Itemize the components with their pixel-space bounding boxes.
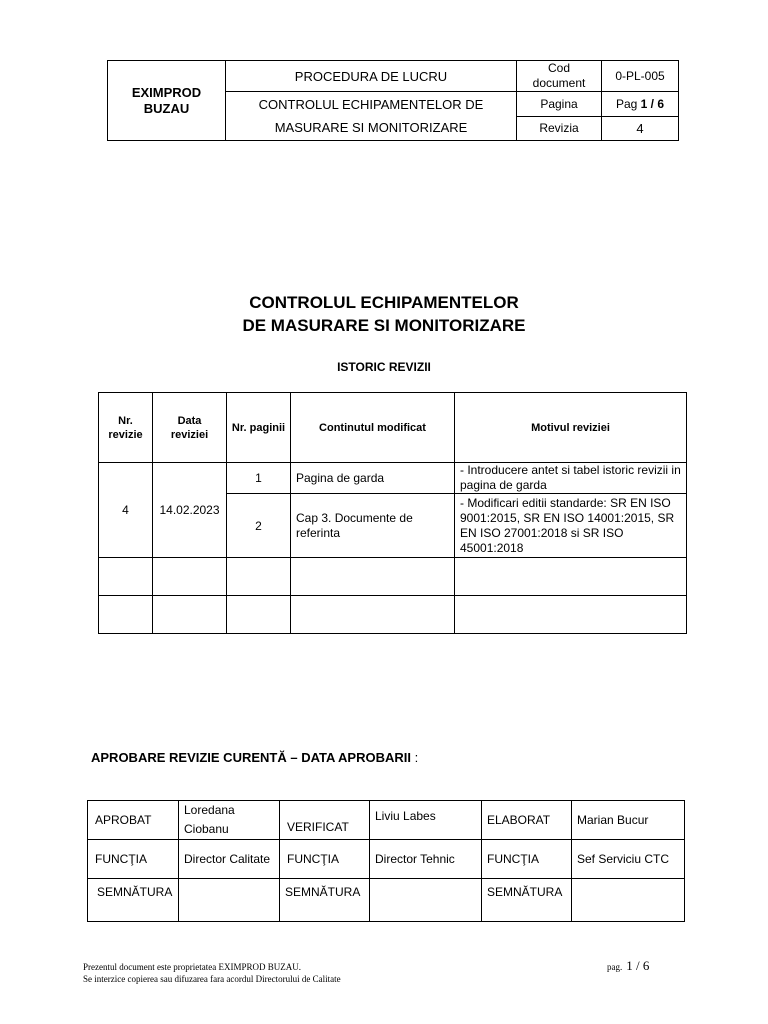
revizia-label: Revizia [517, 117, 602, 141]
header-continutul: Continutul modificat [291, 393, 455, 463]
footer-note [83, 961, 341, 985]
row-page: 2 [227, 494, 291, 558]
approval-row-signature [88, 879, 685, 922]
functia-value-1: Director Calitate [179, 840, 280, 879]
aprobat-name: Loredana Ciobanu [179, 801, 280, 840]
row-reason: - Modificari editii standarde: SR EN ISO 9001:2015, SR EN ISO 14001:2015, SR EN ISO 27001:2018 si SR ISO 45001:2018 [455, 494, 687, 558]
cod-label-line-2: document [532, 76, 586, 90]
footer-line-1: Prezentul document este proprietatea EXIMPROD BUZAU. [83, 962, 301, 972]
header-data-reviziei [153, 393, 227, 463]
procedure-title-line-2: MASURARE SI MONITORIZARE [274, 120, 468, 135]
functia-value-2: Director Tehnic [370, 840, 482, 879]
row-content: Cap 3. Documente de referinta [291, 494, 455, 558]
pagina-label: Pagina [517, 92, 602, 117]
aprobat-label: APROBAT [88, 801, 179, 840]
elaborat-name: Marian Bucur [572, 801, 685, 840]
approval-heading-colon: : [410, 750, 419, 765]
verificat-name: Liviu Labes [370, 801, 482, 840]
footer-line-2: Se interzice copierea sau difuzarea fara acordul Directorului de Calitate [83, 974, 341, 984]
procedure-type: PROCEDURA DE LUCRU [226, 61, 517, 92]
cod-document-value: 0-PL-005 [602, 61, 679, 92]
pagina-prefix: Pag [615, 96, 641, 111]
header-data-line-2: reviziei [170, 428, 209, 441]
row-reason: - Introducere antet si tabel istoric revizii in pagina de garda [455, 463, 687, 494]
pagina-value [602, 92, 679, 117]
functia-label-2: FUNCŢIA [280, 840, 370, 879]
approval-heading-text: APROBARE REVIZIE CURENTĂ – DATA APROBARII [91, 750, 411, 765]
semnatura-box-3 [572, 879, 685, 922]
approval-row-names [88, 801, 685, 840]
semnatura-box-2 [370, 879, 482, 922]
semnatura-box-1 [179, 879, 280, 922]
row-content: Pagina de garda [291, 463, 455, 494]
footer-pag-label: pag. [607, 962, 623, 972]
table-header-row [99, 393, 687, 463]
revizia-value: 4 [602, 117, 679, 141]
header-nr-revizie [99, 393, 153, 463]
functia-label-1: FUNCŢIA [88, 840, 179, 879]
semnatura-label-3: SEMNĂTURA [482, 879, 572, 922]
table-row-empty [99, 596, 687, 634]
pagina-number: 1 / 6 [640, 96, 665, 111]
semnatura-label-2: SEMNĂTURA [280, 879, 370, 922]
revision-date: 14.02.2023 [153, 463, 227, 558]
cod-document-label [517, 61, 602, 92]
footer-page-number [607, 957, 649, 975]
header-nr-paginii: Nr. paginii [227, 393, 291, 463]
revision-history-table [98, 392, 687, 634]
header-nr-line-1: Nr. [118, 414, 133, 427]
revision-number: 4 [99, 463, 153, 558]
istoric-revizii-heading: ISTORIC REVIZII [337, 360, 431, 374]
header-motivul: Motivul reviziei [455, 393, 687, 463]
functia-label-3: FUNCŢIA [482, 840, 572, 879]
approval-table [87, 800, 685, 922]
semnatura-label-1: SEMNĂTURA [88, 879, 179, 922]
row-page: 1 [227, 463, 291, 494]
elaborat-label: ELABORAT [482, 801, 572, 840]
footer-pag-value: 1 / 6 [626, 958, 650, 973]
procedure-title [226, 92, 517, 141]
document-title-line-2: DE MASURARE SI MONITORIZARE [242, 316, 526, 335]
approval-row-function [88, 840, 685, 879]
company-line-2: BUZAU [143, 100, 190, 116]
functia-value-3: Sef Serviciu CTC [572, 840, 685, 879]
header-data-line-1: Data [177, 414, 202, 427]
document-header-table [107, 60, 679, 141]
cod-label-line-1: Cod [547, 61, 570, 75]
company-name [108, 61, 226, 141]
company-line-1: EXIMPROD [131, 84, 202, 100]
approval-heading [91, 750, 418, 765]
verificat-label: VERIFICAT [280, 801, 370, 840]
table-row-empty [99, 558, 687, 596]
document-title-line-1: CONTROLUL ECHIPAMENTELOR [249, 293, 519, 312]
procedure-title-line-1: CONTROLUL ECHIPAMENTELOR DE [258, 97, 484, 112]
table-row [99, 463, 687, 494]
header-nr-line-2: revizie [108, 428, 143, 441]
